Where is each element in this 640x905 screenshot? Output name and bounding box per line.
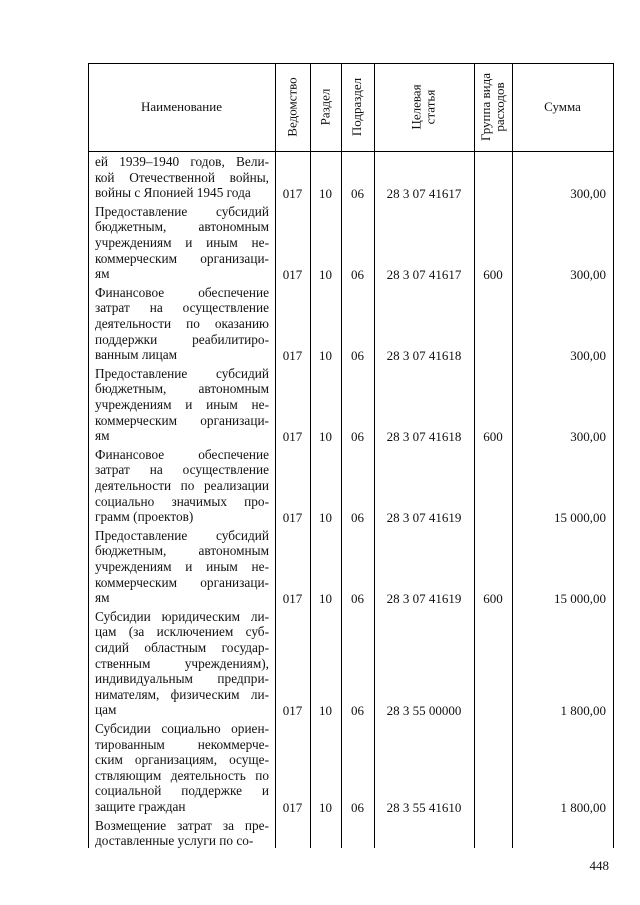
col-border-section — [341, 63, 342, 848]
header-name-text: Наименование — [141, 99, 222, 114]
row-group: 600 — [483, 590, 503, 606]
row-sum: 300,00 — [570, 266, 606, 282]
col-border-left — [88, 63, 89, 848]
header-target — [374, 63, 474, 151]
row-name-line: доставленные услуги по со- — [95, 833, 254, 849]
row-name-line: социально значимых про- — [95, 493, 269, 509]
row-name-line: затрат на осуществление — [95, 300, 269, 316]
header-section-text: Раздел — [317, 88, 333, 126]
row-section: 10 — [319, 509, 332, 525]
row-name-line: ствляющим деятельность по — [95, 767, 269, 783]
row-section: 10 — [319, 428, 332, 444]
row-group: 600 — [483, 428, 503, 444]
row-department: 017 — [282, 185, 303, 201]
row-name-line: тированным некоммерче- — [95, 736, 269, 752]
row-section: 10 — [319, 347, 332, 363]
col-border-name — [275, 63, 276, 848]
header-department-text: Ведомство — [284, 77, 300, 137]
row-subsection: 06 — [351, 590, 364, 606]
row-target: 28 3 07 41618 — [386, 347, 462, 363]
header-section — [310, 63, 341, 151]
row-name-line: Предоставление субсидий — [95, 365, 269, 381]
row-name-line: Финансовое обеспечение — [95, 446, 269, 462]
row-subsection: 06 — [351, 702, 364, 718]
row-name-line: учреждениям и иным не- — [95, 397, 269, 412]
row-department: 017 — [282, 266, 303, 282]
row-name-line: цам — [95, 702, 117, 718]
header-sum — [512, 63, 613, 151]
header-group-text — [479, 73, 507, 141]
col-border-dept — [310, 63, 311, 848]
header-name — [88, 63, 275, 151]
row-section: 10 — [319, 266, 332, 282]
row-name-line: ям — [95, 590, 110, 606]
row-name-line: Возмещение затрат за пре- — [95, 817, 269, 833]
row-group: 600 — [483, 266, 503, 282]
col-border-subsection — [374, 63, 375, 848]
row-name-line: ям — [95, 428, 110, 444]
row-name-line: ям — [95, 266, 110, 282]
row-name-line: кой Отечественной войны, — [95, 169, 269, 185]
row-section: 10 — [319, 799, 332, 815]
row-subsection: 06 — [351, 347, 364, 363]
row-target: 28 3 55 00000 — [386, 702, 462, 718]
col-border-right — [613, 63, 614, 848]
row-name-line: поддержки реабилитиро- — [95, 331, 269, 347]
row-subsection: 06 — [351, 266, 364, 282]
row-sum: 1 800,00 — [560, 702, 606, 718]
header-group-line2: расходов — [492, 82, 508, 132]
row-name-line: учреждениям и иным не- — [95, 235, 269, 250]
row-name-line: нимателям, физическим ли- — [95, 686, 269, 702]
header-group — [474, 63, 512, 151]
row-name-line: бюджетным, автономным — [95, 381, 269, 397]
row-section: 10 — [319, 702, 332, 718]
row-target: 28 3 07 41618 — [386, 428, 462, 444]
row-section: 10 — [319, 185, 332, 201]
row-name-line: защите граждан — [95, 799, 186, 814]
row-sum: 15 000,00 — [554, 590, 606, 606]
row-department: 017 — [282, 799, 303, 815]
row-department: 017 — [282, 702, 303, 718]
row-section: 10 — [319, 590, 332, 606]
row-name-line: ственным учреждениям), — [95, 655, 269, 671]
row-name-line: ванным лицам — [95, 347, 178, 363]
row-target: 28 3 07 41619 — [386, 509, 462, 525]
header-subsection-text: Подраздел — [349, 77, 365, 137]
row-name-line: деятельности по реализации — [95, 478, 269, 493]
col-border-group — [512, 63, 513, 848]
row-name-line: затрат на осуществление — [95, 462, 269, 478]
row-subsection: 06 — [351, 509, 364, 525]
row-subsection: 06 — [351, 799, 364, 815]
header-target-text — [410, 84, 438, 129]
row-sum: 300,00 — [570, 428, 606, 444]
row-name-line: учреждениям и иным не- — [95, 559, 269, 574]
header-target-line1: Целевая — [408, 84, 424, 130]
row-name-line: деятельности по оказанию — [95, 316, 269, 331]
row-name-line: Предоставление субсидий — [95, 203, 269, 219]
row-name-line: коммерческим организаци- — [95, 574, 269, 590]
row-sum: 300,00 — [570, 347, 606, 363]
row-sum: 1 800,00 — [560, 799, 606, 815]
row-target: 28 3 55 41610 — [386, 799, 462, 815]
row-department: 017 — [282, 428, 303, 444]
row-target: 28 3 07 41619 — [386, 590, 462, 606]
row-department: 017 — [282, 347, 303, 363]
row-sum: 300,00 — [570, 185, 606, 201]
header-target-line2: статья — [422, 89, 438, 125]
row-sum: 15 000,00 — [554, 509, 606, 525]
row-name-line: ским организациям, осуще- — [95, 752, 269, 768]
row-name-line: бюджетным, автономным — [95, 219, 269, 235]
row-name-line: цам (за исключением суб- — [95, 624, 269, 640]
row-department: 017 — [282, 590, 303, 606]
row-name-line: коммерческим организаци- — [95, 250, 269, 266]
header-subsection — [341, 63, 374, 151]
header-group-line1: Группа вида — [478, 73, 494, 141]
row-department: 017 — [282, 509, 303, 525]
row-name-line: коммерческим организаци- — [95, 412, 269, 428]
row-name-line: грамм (проектов) — [95, 509, 194, 525]
row-name-line: Субсидии юридическим ли- — [95, 608, 269, 624]
row-name-line: ей 1939–1940 годов, Вели- — [95, 154, 269, 169]
row-name-line: войны с Японией 1945 года — [95, 185, 251, 201]
row-name-line: индивидуальным предпри- — [95, 671, 269, 687]
header-department — [275, 63, 310, 151]
row-name-line: сидий областным государ- — [95, 640, 269, 655]
row-target: 28 3 07 41617 — [386, 185, 462, 201]
row-target: 28 3 07 41617 — [386, 266, 462, 282]
col-border-target — [474, 63, 475, 848]
row-name-line: бюджетным, автономным — [95, 543, 269, 559]
row-name-line: социальной поддержке и — [95, 783, 269, 799]
row-name-line: Субсидии социально ориен- — [95, 721, 269, 736]
row-name-line: Предоставление субсидий — [95, 527, 269, 543]
header-bottom-border — [88, 151, 614, 152]
row-subsection: 06 — [351, 185, 364, 201]
header-sum-text: Сумма — [544, 99, 581, 114]
page-number: 448 — [589, 858, 609, 873]
row-subsection: 06 — [351, 428, 364, 444]
row-name-line: Финансовое обеспечение — [95, 284, 269, 300]
